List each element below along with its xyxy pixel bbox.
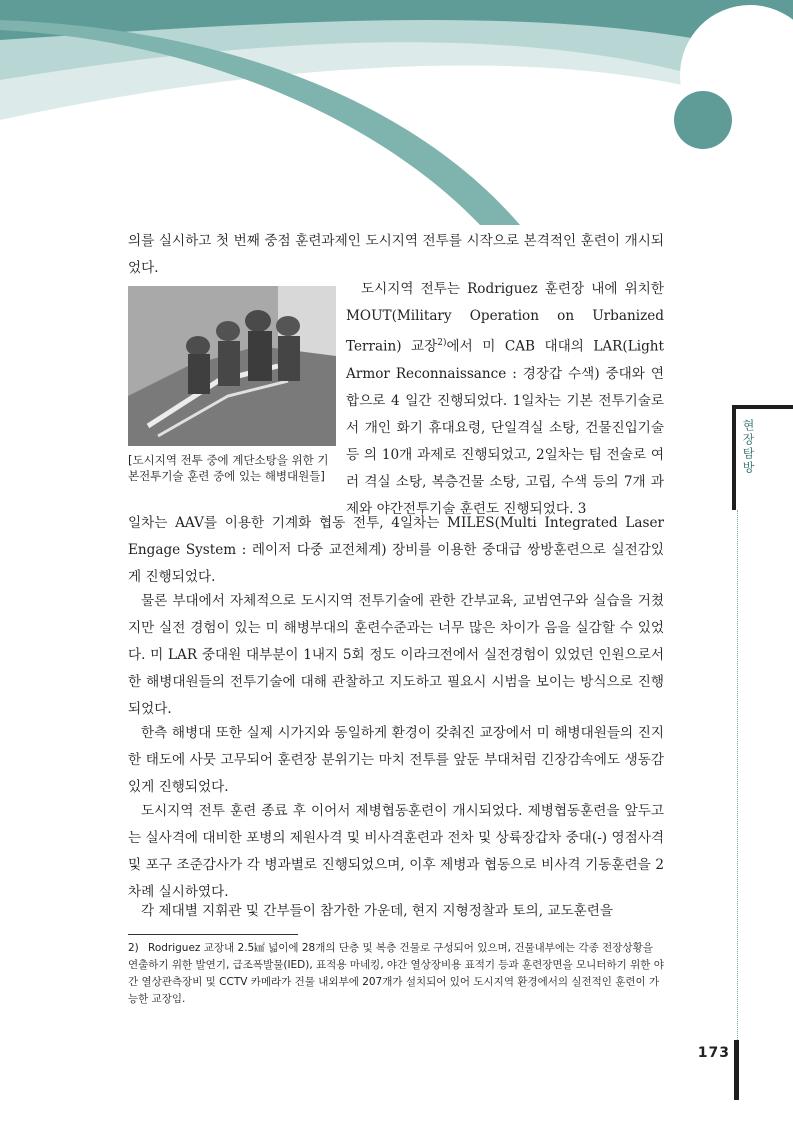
paragraph-6: 각 제대별 지휘관 및 간부들이 참가한 가운데, 현지 지형정찰과 토의, 교도훈련을 <box>141 903 614 919</box>
wrap-line-9: 여러 격실 소탕, 복층건물 소탕, 고립, 수색 등의 <box>346 446 664 490</box>
paragraph-4: 한측 해병대 또한 실제 시가지와 동일하게 환경이 갖춰진 교장에서 미 해병대원들의 진지한 태도에 사뭇 고무되어 훈련장 분위기는 마치 전투를 앞둔 부대처럼 긴장감속에도 생동감있게 진행되었다. <box>128 725 664 795</box>
wrap-line-4: 에서 미 CAB 대대의 LAR(Light Armor <box>346 338 664 382</box>
paragraph-5: 도시지역 전투 훈련 종료 후 이어서 제병협동훈련이 개시되었다. 제병협동훈련을 앞두고는 실사격에 대비한 포병의 제원사격 및 비사격훈련과 전차 및 상륙장갑차 중대(-) 영점사격 및 포구 조준감사가 각 병과별로 진행되었으며, 이후 제병과 협동으로 비사격 기동훈련을 2차례 실시하였다. <box>128 803 664 900</box>
soldiers-photo <box>128 286 336 446</box>
header-circle-small <box>674 91 732 149</box>
side-dotted-rule <box>737 510 738 1040</box>
wrap-line-2: MOUT(Military Operation on Urbanized Terrain) <box>346 308 664 355</box>
wrap-line-10: 7개 과제와 야간전투기술 훈련도 진행되었다. 3 <box>346 473 664 517</box>
paragraph-continue: 일차는 AAV를 이용한 기계화 협동 전투, 4일차는 MILES(Multi Integrated Laser Engage System : 레이저 다중 교전체계) 장비를 이용한 중대급 쌍방훈련으로 실전감있게 진행되었다. <box>128 515 664 585</box>
paragraph-intro: 의를 실시하고 첫 번째 중점 훈련과제인 도시지역 전투를 시작으로 본격적인 훈련이 개시되었다. <box>128 233 664 276</box>
wrap-line-7: 화기 휴대요령, 단일격실 소탕, 건물진입기술 등 <box>346 419 665 463</box>
footnote <box>128 940 664 1008</box>
photo-block <box>128 286 336 484</box>
footnote-text: Rodriguez 교장내 2.5㎢ 넓이에 28개의 단층 및 복층 건물로 구성되어 있으며, 건물내부에는 각종 전장상황을 연출하기 위한 발연기, 급조폭발물(IED), 표적용 마네킹, 야간 열상장비용 표적기 등과 훈련장면을 모니터하기 위한 야간 열상관측장비 및 CCTV 카메라가 건물 내외부에 207개가 설치되어 있어 도시지역 환경에서의 실전적인 훈련이 가능한 교장임. <box>128 942 664 1005</box>
footnote-number: 2) <box>128 942 139 954</box>
wrap-line-8: 의 10개 과제로 진행되었고, 2일차는 팀 전술로 <box>363 446 647 463</box>
photo-caption: [도시지역 전투 중에 계단소탕을 위한 기본전투기술 훈련 중에 있는 해병대원들] <box>128 453 329 483</box>
paragraph-wrap <box>346 276 664 523</box>
section-side-tab <box>732 405 793 510</box>
header-decoration <box>0 0 793 240</box>
page-number-bar <box>734 1040 739 1100</box>
wrap-line-5: Reconnaissance : 경장갑 수색) 중대와 연합으로 4 <box>346 365 664 409</box>
footnote-ref: 2) <box>437 338 447 348</box>
paragraph-3: 물론 부대에서 자체적으로 도시지역 전투기술에 관한 간부교육, 교범연구와 실습을 거쳤지만 실전 경험이 있는 미 해병부대의 훈련수준과는 너무 많은 차이가 음을 실감할 수 있었다. 미 LAR 중대원 대부분이 1내지 5회 정도 이라크전에서 실전경험이 있었던 인원으로서 한 해병대원들의 전투기술에 대해 관찰하고 지도하고 필요시 시범을 보이는 방식으로 진행되었다. <box>128 593 664 717</box>
page-number: 173 <box>697 1045 730 1061</box>
wrap-line-1: 도시지역 전투는 Rodriguez 훈련장 내에 위치한 <box>361 281 664 297</box>
side-tab-label: 현장탐방 <box>741 419 755 475</box>
footnote-divider <box>128 934 298 935</box>
wrap-line-6: 일간 진행되었다. 1일차는 기본 전투기술로서 개인 <box>346 392 664 436</box>
wrap-line-3: 교장 <box>411 338 438 355</box>
